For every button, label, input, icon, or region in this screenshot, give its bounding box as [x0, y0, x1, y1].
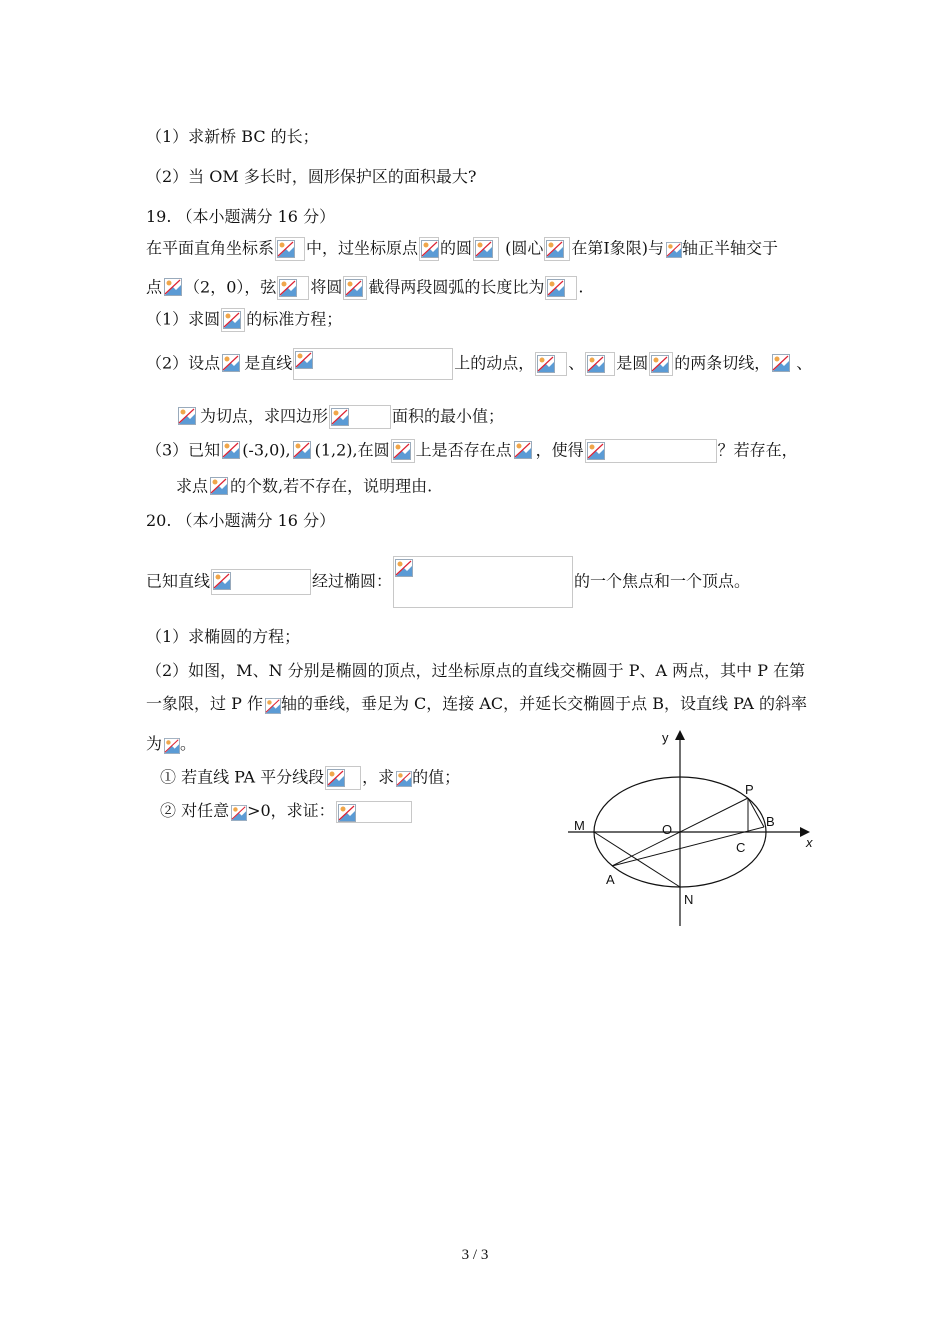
q19-part3-line1: [146, 439, 798, 463]
q20-sub1: [160, 766, 460, 790]
formula-image-icon: [585, 352, 615, 376]
formula-image-icon: [535, 352, 567, 376]
formula-image-icon: [230, 803, 246, 821]
q20-text: ① 若直线 PA 平分线段: [160, 767, 325, 787]
q19-text: 在第Ⅰ象限)与: [571, 238, 664, 258]
q20-text: ② 对任意: [160, 801, 230, 820]
formula-image-icon: [545, 276, 577, 300]
q19-text: 的两条切线，: [674, 353, 771, 373]
formula-image-icon: [163, 276, 183, 300]
q18-part1: （1）求新桥 BC 的长；: [146, 127, 319, 146]
q19-text: 是直线: [244, 353, 293, 373]
formula-image-icon: [473, 237, 499, 261]
formula-image-icon: [221, 352, 243, 376]
formula-image-icon: [325, 766, 361, 790]
label-N: N: [684, 892, 694, 907]
label-P: P: [745, 782, 754, 797]
formula-image-icon: [221, 439, 241, 463]
q20-text: 的一个焦点和一个顶点。: [574, 571, 751, 591]
q19-part3-line2: [176, 475, 432, 499]
page-number: 3 / 3: [461, 1247, 489, 1263]
q19-part2-line2: [176, 405, 504, 429]
q19-text: 轴正半轴交于: [681, 238, 778, 258]
q19-text: 点: [146, 277, 163, 297]
q20-part2-line3: [146, 733, 196, 755]
label-O: O: [662, 822, 673, 837]
q19-text: 面积的最小值；: [392, 406, 505, 426]
q20-text: 为: [146, 734, 163, 753]
q19-header: 19. （本小题满分 16 分）: [146, 207, 336, 226]
formula-image-icon: [293, 348, 453, 380]
line-PB: [748, 798, 764, 827]
formula-image-icon: [544, 237, 570, 261]
q19-text: 求点: [176, 476, 209, 496]
q19-text: 的个数,若不存在，说明理由.: [230, 476, 433, 496]
formula-image-icon: [264, 696, 280, 714]
formula-image-icon: [649, 352, 673, 376]
ellipse-figure: [560, 726, 820, 931]
q19-text: (圆心: [500, 238, 544, 258]
q19-text: .: [578, 277, 584, 297]
q19-text: （2，0），弦: [184, 277, 277, 297]
formula-image-icon: [665, 240, 681, 258]
label-M: M: [574, 818, 585, 833]
q20-text: 。: [180, 734, 197, 753]
q20-text: 的值；: [412, 767, 461, 787]
q19-text: 上的动点，: [454, 353, 535, 373]
formula-image-icon: [221, 308, 245, 332]
formula-image-icon: [419, 237, 439, 261]
formula-image-icon: [336, 801, 412, 823]
formula-image-icon: [513, 439, 535, 463]
q19-text: 、: [796, 353, 813, 373]
q19-text: （2）设点: [146, 353, 221, 373]
q19-text: 中，过坐标原点: [306, 238, 419, 258]
q20-part2-line1: （2）如图，M、N 分别是椭圆的顶点，过坐标原点的直线交椭圆于 P、A 两点，其中 P 在第: [146, 661, 806, 680]
q19-text: ，使得: [535, 440, 584, 460]
q19-text: (-3,0),: [242, 440, 291, 460]
q20-text: 经过椭圆：: [312, 571, 393, 591]
q19-text: 将圆: [310, 277, 343, 297]
q20-text: >0，求证：: [247, 801, 335, 820]
q19-text: （1）求圆: [146, 309, 221, 329]
formula-image-icon: [391, 439, 415, 463]
q20-part2-line2: [146, 693, 807, 715]
formula-image-icon: [275, 237, 305, 261]
formula-image-icon: [393, 556, 573, 608]
q19-line2: [146, 276, 584, 300]
q19-part1: [146, 308, 342, 332]
y-axis-arrow-icon: [675, 730, 685, 740]
formula-image-icon: [329, 405, 391, 429]
label-C: C: [736, 840, 746, 855]
formula-image-icon: [292, 439, 314, 463]
q19-text: ？若存在，: [717, 440, 798, 460]
formula-image-icon: [343, 276, 367, 300]
q19-text: 是圆: [616, 353, 649, 373]
formula-image-icon: [177, 405, 199, 429]
q19-text: 为切点，求四边形: [200, 406, 329, 426]
formula-image-icon: [585, 439, 717, 463]
q19-text: 截得两段圆弧的长度比为: [368, 277, 545, 297]
q19-part2-line1: [146, 348, 812, 380]
q20-part1: （1）求椭圆的方程；: [146, 627, 301, 646]
label-y: y: [662, 730, 669, 745]
q20-line1: [146, 556, 750, 608]
q19-text: (1,2),在圆: [314, 440, 390, 460]
q20-text: 一象限，过 P 作: [146, 694, 263, 713]
q20-text: 轴的垂线，垂足为 C，连接 AC，并延长交椭圆于点 B，设直线 PA 的斜率: [280, 694, 808, 713]
formula-image-icon: [395, 769, 411, 787]
q19-line1: [146, 237, 778, 261]
q19-text: 、: [568, 353, 585, 373]
formula-image-icon: [209, 475, 229, 499]
q19-text: 的标准方程；: [246, 309, 343, 329]
q19-text: 的圆: [440, 238, 473, 258]
formula-image-icon: [211, 569, 311, 595]
formula-image-icon: [277, 276, 309, 300]
formula-image-icon: [163, 736, 179, 754]
q19-text: 上是否存在点: [415, 440, 512, 460]
label-x: x: [806, 835, 813, 850]
q20-text: ，求: [362, 767, 395, 787]
q19-text: 在平面直角坐标系: [146, 238, 275, 258]
q18-part2: （2）当 OM 多长时，圆形保护区的面积最大?: [146, 167, 477, 186]
formula-image-icon: [771, 352, 795, 376]
label-B: B: [766, 814, 775, 829]
q20-header: 20. （本小题满分 16 分）: [146, 511, 336, 530]
q19-text: （3）已知: [146, 440, 221, 460]
q20-text: 已知直线: [146, 571, 211, 591]
label-A: A: [606, 872, 615, 887]
q20-sub2: [160, 800, 413, 823]
